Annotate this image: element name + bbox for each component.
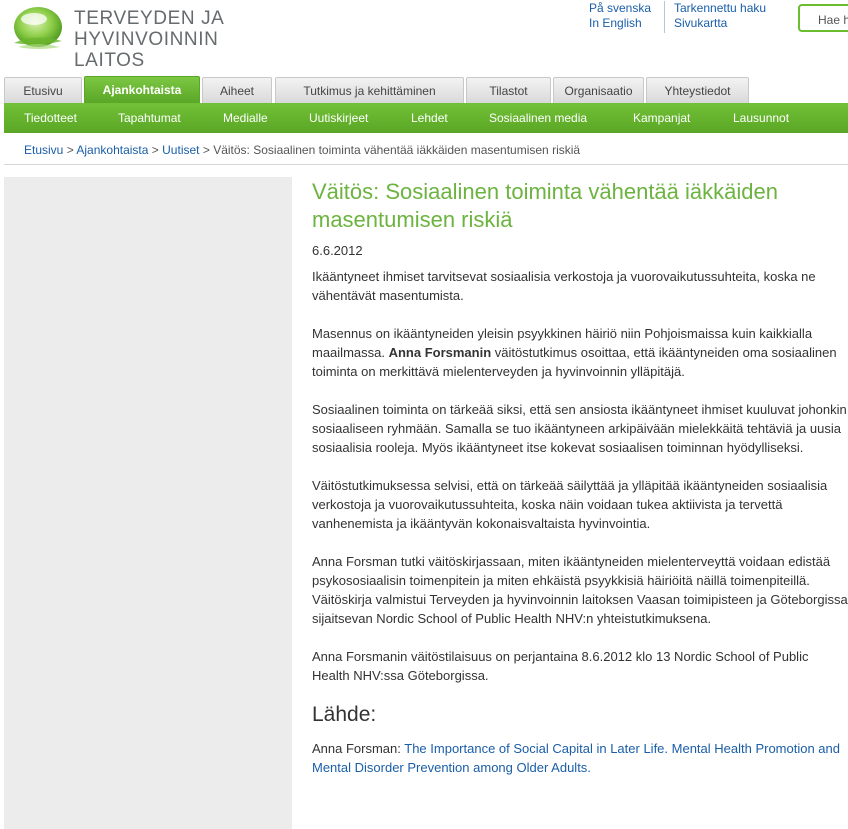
left-sidebar <box>4 177 292 829</box>
breadcrumb-etusivu[interactable]: Etusivu <box>24 143 64 157</box>
breadcrumb-current: Väitös: Sosiaalinen toiminta vähentää iäkkäiden masentumisen riskiä <box>213 143 581 157</box>
tab-yhteystiedot[interactable]: Yhteystiedot <box>646 77 749 103</box>
article-paragraph: Väitöstutkimuksessa selvisi, että on tärkeää säilyttää ja ylläpitää ikääntyneiden sosiaalisia verkostoja ja vuorovaikutussuhteita, koska näin voidaan tukea aktiivista ja tervettä vanhenemista ja ikääntyvän kokonaisvaltaista hyvinvointia. <box>312 478 828 531</box>
sub-navigation <box>4 103 848 133</box>
source-reference <box>312 739 848 777</box>
search-box <box>798 4 848 32</box>
paragraph-text: väitöstutkimus osoittaa, että ikääntyneiden oma sosiaalinen toiminta on merkittävä mielenterveyden ja hyvinvoinnin ylläpitäjä. <box>312 345 837 379</box>
subnav-lausunnot[interactable]: Lausunnot <box>733 111 790 125</box>
tab-etusivu[interactable]: Etusivu <box>4 77 82 103</box>
link-advanced-search[interactable]: Tarkennettu haku <box>674 1 767 15</box>
tab-tilastot[interactable]: Tilastot <box>466 77 551 103</box>
article-paragraph <box>312 324 848 381</box>
article-date: 6.6.2012 <box>312 243 363 258</box>
logo-line-1: TERVEYDEN JA <box>74 8 225 29</box>
article-lead: Ikääntyneet ihmiset tarvitsevat sosiaalisia verkostoja ja vuorovaikutussuhteita, koska ne vähentävät masentumista. <box>312 269 816 303</box>
link-swedish[interactable]: På svenska <box>589 1 652 15</box>
article-paragraph: Anna Forsmanin väitöstilaisuus on perjantaina 8.6.2012 klo 13 Nordic School of Public Health NHV:ssa Göteborgissa. <box>312 649 809 683</box>
breadcrumb-divider <box>4 164 848 165</box>
tab-aiheet[interactable]: Aiheet <box>202 77 272 103</box>
leaf-logo-icon <box>8 3 68 53</box>
breadcrumb <box>24 143 580 157</box>
article <box>312 178 848 777</box>
article-title: Väitös: Sosiaalinen toiminta vähentää iäkkäiden masentumisen riskiä <box>312 179 778 232</box>
thl-logo[interactable] <box>8 3 278 71</box>
tab-organisaatio[interactable]: Organisaatio <box>553 77 644 103</box>
link-english[interactable]: In English <box>589 16 642 30</box>
source-heading: Lähde: <box>312 703 377 726</box>
tab-ajankohtaista[interactable]: Ajankohtaista <box>84 76 200 103</box>
breadcrumb-separator: > <box>66 143 74 157</box>
article-paragraph: Sosiaalinen toiminta on tärkeää siksi, että sen ansiosta ikääntyneet ihmiset kuuluvat johonkin sosiaaliseen ryhmään. Samalla se tuo ikääntyneen arkipäivään mielekkäitä tehtäviä ja uusia sosiaalisia rooleja. Myös ikääntyneet itse kokevat sosiaalisen toiminnan hyödylliseksi. <box>312 402 847 455</box>
tab-tutkimus[interactable]: Tutkimus ja kehittäminen <box>275 77 464 103</box>
subnav-uutiskirjeet[interactable]: Uutiskirjeet <box>309 111 369 125</box>
language-links <box>589 1 651 31</box>
subnav-sosiaalinen-media[interactable]: Sosiaalinen media <box>489 111 588 125</box>
subnav-lehdet[interactable]: Lehdet <box>411 111 448 125</box>
paragraph-text: Masennus on ikääntyneiden yleisin psyykkinen häiriö niin Pohjoismaissa kuin kaikkialla maailmassa. <box>312 326 813 360</box>
breadcrumb-uutiset[interactable]: Uutiset <box>162 143 200 157</box>
utility-links <box>664 1 766 33</box>
logo-text <box>74 8 278 71</box>
breadcrumb-separator: > <box>151 143 159 157</box>
author-name: Anna Forsmanin <box>388 345 492 360</box>
source-author: Anna Forsman: <box>312 741 405 756</box>
subnav-tapahtumat[interactable]: Tapahtumat <box>118 111 181 125</box>
breadcrumb-separator: > <box>202 143 210 157</box>
source-link[interactable]: The Importance of Social Capital in Later Life. Mental Health Promotion and Mental Disorder Prevention among Older Adults. <box>312 741 841 775</box>
subnav-tiedotteet[interactable]: Tiedotteet <box>24 111 77 125</box>
logo-line-2: HYVINVOINNIN LAITOS <box>74 29 219 71</box>
search-input[interactable] <box>818 13 848 27</box>
subnav-kampanjat[interactable]: Kampanjat <box>633 111 691 125</box>
article-paragraph: Anna Forsman tutki väitöskirjassaan, miten ikääntyneiden mielenterveyttä voidaan edistää psykososiaalisin toimenpitein ja miten ehkäistä psyykkisiä häiriöitä näillä toimenpiteillä. Väitöskirja valmistui Terveyden ja hyvinvoinnin laitoksen Vaasan toimipisteen ja Göteborgissa sijaitsevan Nordic School of Public Health NHV:n yhteistutkimuksena. <box>312 554 848 626</box>
breadcrumb-ajankohtaista[interactable]: Ajankohtaista <box>76 143 149 157</box>
subnav-medialle[interactable]: Medialle <box>223 111 268 125</box>
link-sitemap[interactable]: Sivukartta <box>674 16 728 30</box>
